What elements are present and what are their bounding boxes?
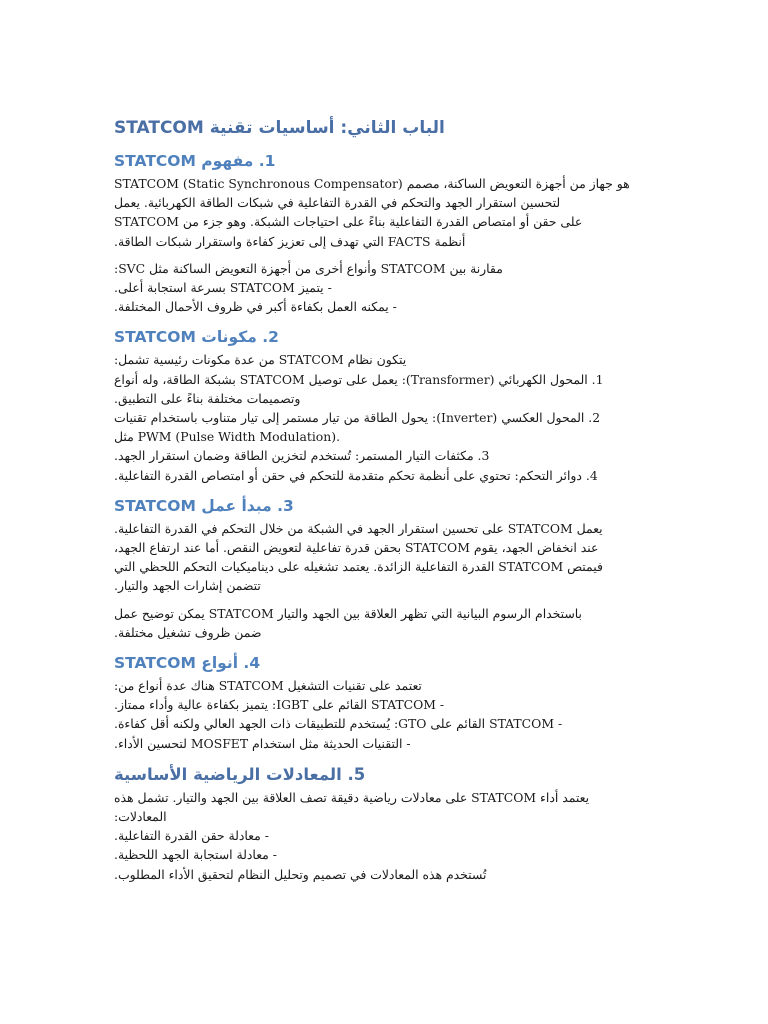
text-line: تتضمن إشارات الجهد والتيار. <box>114 578 261 594</box>
text-line: هو جهاز من أجهزة التعويض الساكنة، مصمم STATCOM (Static Synchronous Compensator) <box>114 176 630 191</box>
list-item: 4. دوائر التحكم: تحتوي على أنظمة تحكم متقدمة للتحكم في حقن أو امتصاص القدرة التفاعلية. <box>114 467 598 483</box>
list-item: - يتميز STATCOM بسرعة استجابة أعلى. <box>114 280 332 296</box>
section-heading-concept: 1. مفهوم STATCOM <box>114 152 276 170</box>
list-item: - STATCOM القائم على IGBT: يتميز بكفاءة عالية وأداء ممتاز. <box>114 697 445 713</box>
text-line: المعادلات: <box>114 809 167 825</box>
text-line: يعمل STATCOM على تحسين استقرار الجهد في الشبكة من خلال التحكم في القدرة التفاعلية. <box>114 520 603 536</box>
section-heading-equations: 5. المعادلات الرياضية الأساسية <box>114 764 366 784</box>
section-heading-types: 4. أنواع STATCOM <box>114 654 261 673</box>
list-item: 1. المحول الكهربائي (Transformer): يعمل على توصيل STATCOM بشبكة الطاقة، وله أنواع <box>114 371 604 387</box>
text-line: عند انخفاض الجهد، يقوم STATCOM بحقن قدرة تفاعلية لتعويض النقص. أما عند ارتفاع الجهد، <box>114 540 599 556</box>
list-item: - التقنيات الحديثة مثل استخدام MOSFET لتحسين الأداء. <box>114 735 411 751</box>
text-line: تُستخدم هذه المعادلات في تصميم وتحليل النظام لتحقيق الأداء المطلوب. <box>114 866 487 882</box>
text-line: باستخدام الرسوم البيانية التي تظهر العلاقة بين الجهد والتيار STATCOM يمكن توضيح عمل <box>114 605 583 621</box>
list-item: 3. مكثفات التيار المستمر: تُستخدم لتخزين الطاقة وضمان استقرار الجهد. <box>114 448 490 464</box>
section-heading-components: 2. مكونات STATCOM <box>114 328 279 347</box>
chapter-title: الباب الثاني: أساسيات تقنية STATCOM <box>114 118 445 138</box>
text-line: على حقن أو امتصاص القدرة التفاعلية بناءً على احتياجات الشبكة. وهو جزء من STATCOM <box>114 214 583 230</box>
list-item: - STATCOM القائم على GTO: يُستخدم للتطبيقات ذات الجهد العالي ولكنه أقل كفاءة. <box>114 716 563 732</box>
text-line: يتكون نظام STATCOM من عدة مكونات رئيسية تشمل: <box>114 352 407 368</box>
section-heading-principle: 3. مبدأ عمل STATCOM <box>114 496 294 515</box>
text-line: ضمن ظروف تشغيل مختلفة. <box>114 624 262 640</box>
text-line: لتحسين استقرار الجهد والتحكم في القدرة التفاعلية في شبكات الطاقة الكهربائية. يعمل <box>114 195 561 211</box>
list-item: - معادلة حقن القدرة التفاعلية. <box>114 828 269 844</box>
text-line: مقارنة بين STATCOM وأنواع أخرى من أجهزة التعويض الساكنة مثل SVC: <box>114 260 503 276</box>
list-item: - معادلة استجابة الجهد اللحظية. <box>114 847 277 863</box>
document-page <box>114 118 654 884</box>
list-item: 2. المحول العكسي (Inverter): يحول الطاقة من تيار مستمر إلى تيار متناوب باستخدام تقنيات <box>114 410 601 426</box>
text-line: أنظمة FACTS التي تهدف إلى تعزيز كفاءة واستقرار شبكات الطاقة. <box>114 233 466 249</box>
list-item: - يمكنه العمل بكفاءة أكبر في ظروف الأحمال المختلفة. <box>114 299 397 315</box>
text-line: فيمتص STATCOM القدرة التفاعلية الزائدة. يعتمد تشغيله على ديناميكيات التحكم اللحظي التي <box>114 559 603 575</box>
text-line: وتصميمات مختلفة بناءً على التطبيق. <box>114 390 301 406</box>
text-line: تعتمد على تقنيات التشغيل STATCOM هناك عدة أنواع من: <box>114 678 422 694</box>
text-line: يعتمد أداء STATCOM على معادلات رياضية دقيقة تصف العلاقة بين الجهد والتيار. تشمل هذه <box>114 789 590 805</box>
text-line: مثل PWM (Pulse Width Modulation). <box>114 429 341 445</box>
